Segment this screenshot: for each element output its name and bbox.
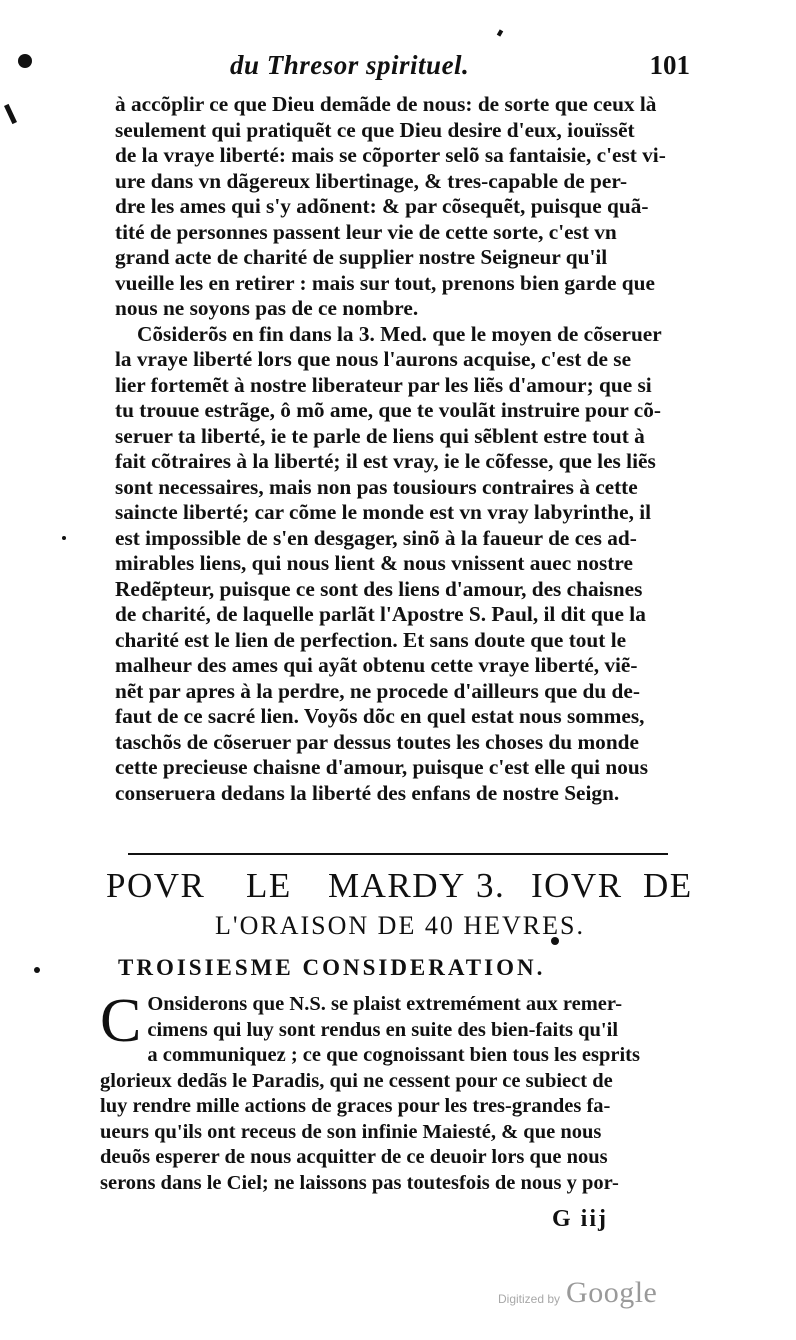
text-line: tité de personnes passent leur vie de cette sorte, c'est vn bbox=[115, 219, 617, 244]
text-line: la vraye liberté lors que nous l'aurons acquise, c'est de se bbox=[115, 347, 632, 371]
text-line: seulement qui pratiquẽt ce que Dieu desire d'eux, iouïssẽt bbox=[115, 117, 635, 142]
section-divider bbox=[128, 853, 668, 855]
text-line: serons dans le Ciel; ne laissons pas toutesfois de nous y por- bbox=[100, 1171, 619, 1194]
text-line: mirables liens, qui nous lient & nous vnissent auec nostre bbox=[115, 551, 633, 575]
text-line: deuõs esperer de nous acquitter de ce deuoir lors que nous bbox=[100, 1146, 608, 1168]
text-line: charité est le lien de perfection. Et sans doute que tout le bbox=[115, 627, 627, 652]
text-line: cimens qui luy sont rendus en suite des bien-faits qu'il bbox=[147, 1018, 619, 1041]
text-line: conseruera dedans la liberté des enfans de nostre Seign. bbox=[115, 780, 620, 805]
scan-mark-top-left bbox=[18, 54, 32, 68]
text-line: glorieux dedãs le Paradis, qui ne cessent pour ce subiect de bbox=[100, 1069, 613, 1092]
text-line: a communiquez ; ce que cognoissant bien tous les esprits bbox=[147, 1044, 640, 1066]
consideration-title: TROISIESME CONSIDERATION. bbox=[118, 955, 546, 980]
text-line: grand acte de charité de supplier nostre Seigneur qu'il bbox=[115, 245, 608, 269]
watermark-prefix: Digitized by bbox=[498, 1292, 561, 1306]
text-line: Cõsiderõs en fin dans la 3. Med. que le moyen de cõseruer bbox=[137, 321, 662, 346]
text-line: saincte liberté; car cõme le monde est vn vray labyrinthe, il bbox=[115, 500, 652, 524]
google-logo: Google bbox=[566, 1276, 658, 1309]
page-number: 101 bbox=[649, 50, 690, 80]
drop-cap: C bbox=[100, 987, 142, 1055]
scan-mark-left-edge bbox=[4, 104, 17, 124]
digitization-watermark bbox=[498, 1276, 658, 1310]
text-line: à accõplir ce que Dieu demãde de nous: de sorte que ceux là bbox=[115, 92, 657, 116]
signature-mark: G iij bbox=[552, 1206, 608, 1232]
text-line: nẽt par apres à la perdre, ne procede d'ailleurs que du de- bbox=[115, 678, 640, 703]
section-subheading: L'ORAISON DE 40 HEVRES. bbox=[215, 911, 585, 940]
heading-word: MARDY bbox=[328, 866, 466, 905]
scan-mark-margin-2 bbox=[34, 967, 40, 973]
page-header bbox=[230, 50, 690, 86]
text-line: Redẽpteur, puisque ce sont des liens d'amour, des chaisnes bbox=[115, 576, 643, 601]
text-line: de la vraye liberté: mais se cõporter selõ sa fantaisie, c'est vi- bbox=[115, 143, 666, 167]
consideration-text bbox=[100, 987, 700, 1196]
scan-mark-top bbox=[497, 29, 503, 36]
running-title: du Thresor spirituel. bbox=[230, 50, 470, 80]
text-line: sont necessaires, mais non pas tousiours contraires à cette bbox=[115, 474, 638, 499]
heading-word: POVR bbox=[106, 866, 206, 905]
text-line: dre les ames qui s'y adõnent: & par cõsequẽt, puisque quã- bbox=[115, 194, 649, 218]
text-line: faut de ce sacré lien. Voyõs dõc en quel estat nous sommes, bbox=[115, 704, 645, 728]
text-line: vueille les en retirer : mais sur tout, prenons bien garde que bbox=[115, 270, 655, 295]
text-line: de charité, de laquelle parlãt l'Apostre S. Paul, il dit que la bbox=[115, 602, 646, 626]
heading-word: DE bbox=[643, 866, 693, 905]
heading-word: 3. bbox=[476, 866, 506, 905]
text-line: ueurs qu'ils ont receus de son infinie Maiesté, & que nous bbox=[100, 1120, 602, 1143]
text-line: luy rendre mille actions de graces pour les tres-grandes fa- bbox=[100, 1095, 611, 1117]
body-text bbox=[115, 92, 695, 806]
text-line: cette precieuse chaisne d'amour, puisque c'est elle qui nous bbox=[115, 755, 649, 779]
text-line: lier fortemẽt à nostre liberateur par les liẽs d'amour; que si bbox=[115, 372, 652, 397]
scan-mark-margin-1 bbox=[62, 536, 66, 540]
text-line: nous ne soyons pas de ce nombre. bbox=[115, 296, 419, 320]
text-line: ure dans vn dãgereux libertinage, & tres-capable de per- bbox=[115, 168, 628, 193]
text-line: seruer ta liberté, ie te parle de liens qui sẽblent estre tout à bbox=[115, 423, 645, 448]
heading-word: IOVR bbox=[531, 866, 623, 905]
heading-word: LE bbox=[246, 866, 292, 905]
text-line: taschõs de cõseruer par dessus toutes les choses du monde bbox=[115, 729, 639, 754]
text-line: Onsiderons que N.S. se plaist extremément aux remer- bbox=[147, 993, 623, 1015]
text-line: fait cõtraires à la liberté; il est vray, ie le cõfesse, que les liẽs bbox=[115, 449, 656, 473]
text-line: tu trouue estrãge, ô mõ ame, que te voulãt instruire pour cõ- bbox=[115, 398, 661, 422]
text-line: est impossible de s'en desgager, sinõ à la faueur de ces ad- bbox=[115, 525, 637, 550]
text-line: malheur des ames qui ayãt obtenu cette vraye liberté, viẽ- bbox=[115, 653, 638, 677]
